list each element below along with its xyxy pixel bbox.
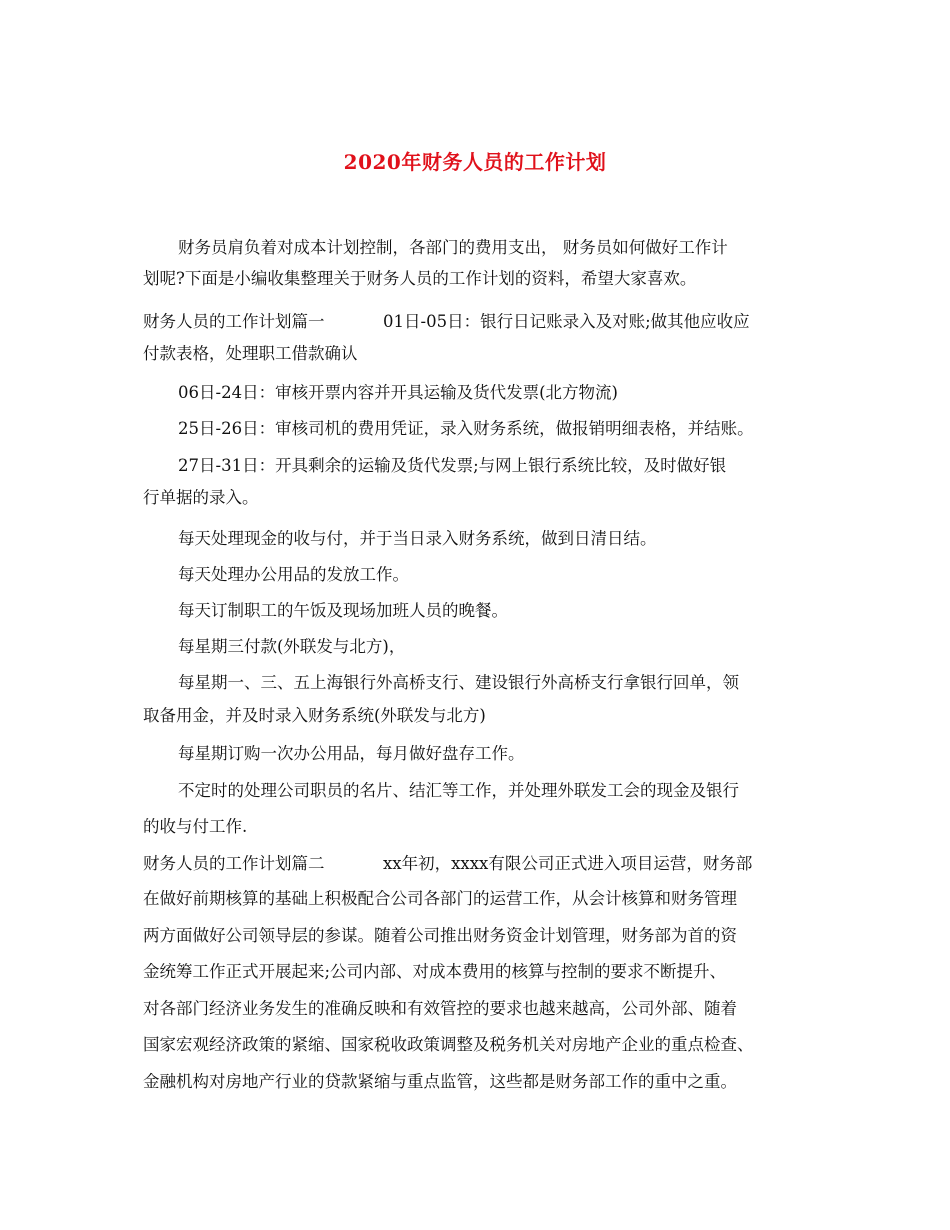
body-line: 25日-26日：审核司机的费用凭证，录入财务系统，做报销明细表格，并结账。: [178, 419, 754, 438]
body-line: 对各部门经济业务发生的准确反映和有效管控的要求也越来越高，公司外部、随着: [143, 999, 737, 1018]
body-line: xx年初，xxxx有限公司正式进入项目运营，财务部: [383, 854, 753, 873]
body-line: 金统筹工作正式开展起来;公司内部、对成本费用的核算与控制的要求不断提升、: [143, 962, 727, 981]
body-line: 取备用金，并及时录入财务系统(外联发与北方): [143, 706, 486, 725]
body-line: 划呢?下面是小编收集整理关于财务人员的工作计划的资料，希望大家喜欢。: [143, 269, 697, 288]
body-line: 行单据的录入。: [143, 488, 259, 507]
body-line: 每天处理现金的收与付，并于当日录入财务系统，做到日清日结。: [178, 529, 657, 548]
body-line: 付款表格，处理职工借款确认: [143, 344, 358, 363]
body-line: 两方面做好公司领导层的参谋。随着公司推出财务资金计划管理，财务部为首的资: [143, 926, 737, 945]
body-line: 01日-05日：银行日记账录入及对账;做其他应收应: [383, 312, 750, 331]
body-line: 每星期三付款(外联发与北方)，: [178, 637, 406, 656]
body-line: 每星期一、三、五上海银行外高桥支行、建设银行外高桥支行拿银行回单，领: [178, 673, 739, 692]
section-heading: 财务人员的工作计划篇一: [143, 312, 325, 331]
body-line: 06日-24日：审核开票内容并开具运输及货代发票(北方物流): [178, 383, 618, 402]
body-line: 27日-31日：开具剩余的运输及货代发票;与网上银行系统比较，及时做好银: [178, 456, 727, 475]
document-title: 2020年财务人员的工作计划: [343, 150, 607, 174]
section-heading: 财务人员的工作计划篇二: [143, 854, 325, 873]
body-line: 每星期订购一次办公用品，每月做好盘存工作。: [178, 744, 525, 763]
body-line: 每天订制职工的午饭及现场加班人员的晚餐。: [178, 601, 508, 620]
body-line: 在做好前期核算的基础上积极配合公司各部门的运营工作，从会计核算和财务管理: [143, 889, 737, 908]
body-line: 国家宏观经济政策的紧缩、国家税收政策调整及税务机关对房地产企业的重点检查、: [143, 1035, 754, 1054]
body-line: 不定时的处理公司职员的名片、结汇等工作，并处理外联发工会的现金及银行: [178, 781, 739, 800]
body-line: 金融机构对房地产行业的贷款紧缩与重点监管，这些都是财务部工作的重中之重。: [143, 1072, 737, 1091]
body-line: 的收与付工作.: [143, 817, 248, 836]
body-line: 每天处理办公用品的发放工作。: [178, 565, 409, 584]
body-line: 财务员肩负着对成本计划控制，各部门的费用支出， 财务员如何做好工作计: [178, 238, 728, 257]
